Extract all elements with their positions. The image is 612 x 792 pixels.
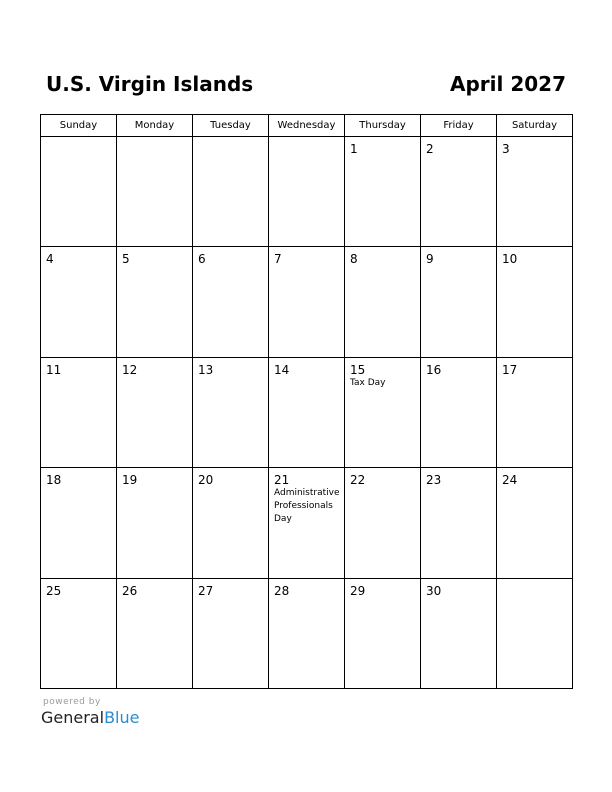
holiday-label: Tax Day [350, 377, 386, 388]
day-number [193, 137, 268, 142]
day-number: 3 [502, 142, 510, 156]
brand-logo [41, 708, 139, 728]
day-number: 23 [426, 473, 442, 488]
day-cell [269, 578, 345, 688]
day-number [269, 137, 344, 142]
weekday-tuesday: Tuesday [193, 115, 269, 137]
day-cell [269, 247, 345, 357]
holiday-label: Administrative Professionals Day [274, 488, 340, 525]
calendar-grid [40, 114, 573, 689]
day-cell [421, 578, 497, 688]
day-number: 15 [350, 362, 366, 377]
day-number [497, 579, 572, 584]
day-number: 4 [46, 252, 54, 267]
day-cell [497, 247, 573, 357]
day-cell [421, 357, 497, 467]
weekday-friday: Friday [421, 115, 497, 137]
day-cell [41, 578, 117, 688]
day-cell [497, 468, 573, 578]
day-number: 5 [122, 252, 130, 267]
day-cell [497, 578, 573, 688]
day-cell [497, 357, 573, 467]
day-number: 1 [350, 142, 358, 156]
day-number: 28 [274, 583, 290, 598]
day-number: 12 [122, 362, 138, 377]
day-number: 24 [502, 473, 518, 488]
day-number: 26 [122, 583, 138, 598]
day-number: 6 [198, 252, 206, 267]
day-cell [269, 468, 345, 578]
day-number: 29 [350, 583, 366, 598]
day-cell [345, 578, 421, 688]
day-number: 21 [274, 473, 290, 488]
day-number: 14 [274, 362, 290, 377]
day-number: 17 [502, 362, 518, 377]
day-number: 18 [46, 473, 62, 488]
day-number: 11 [46, 362, 62, 377]
day-cell [345, 468, 421, 578]
weekday-saturday: Saturday [497, 115, 573, 137]
day-number: 30 [426, 583, 442, 598]
brand-name-part1: General [41, 708, 105, 727]
day-cell [117, 468, 193, 578]
weekday-monday: Monday [117, 115, 193, 137]
day-cell [421, 137, 497, 247]
day-number: 27 [198, 583, 214, 598]
day-cell [41, 247, 117, 357]
day-cell [117, 137, 193, 247]
day-cell [117, 578, 193, 688]
day-number [41, 137, 116, 142]
day-cell [193, 357, 269, 467]
day-number: 10 [502, 252, 518, 267]
day-cell [269, 357, 345, 467]
weekday-thursday: Thursday [345, 115, 421, 137]
weekday-header-row [41, 115, 573, 137]
day-cell [345, 247, 421, 357]
week-row-4 [41, 468, 573, 578]
week-row-1 [41, 137, 573, 247]
day-cell [421, 468, 497, 578]
day-number: 9 [426, 252, 434, 267]
day-number [117, 137, 192, 142]
day-number: 2 [426, 142, 434, 156]
day-cell [345, 137, 421, 247]
brand-name-part2: Blue [104, 708, 140, 727]
day-number: 16 [426, 362, 442, 377]
day-number: 22 [350, 473, 366, 488]
powered-by-label: powered by [43, 697, 101, 707]
day-number: 19 [122, 473, 138, 488]
day-cell [117, 247, 193, 357]
day-cell [193, 247, 269, 357]
day-number: 13 [198, 362, 214, 377]
day-cell [193, 468, 269, 578]
day-cell [41, 468, 117, 578]
day-number: 8 [350, 252, 358, 267]
day-number: 25 [46, 583, 62, 598]
day-number: 20 [198, 473, 214, 488]
region-title: U.S. Virgin Islands [46, 72, 254, 96]
weekday-wednesday: Wednesday [269, 115, 345, 137]
day-cell [421, 247, 497, 357]
day-cell [193, 137, 269, 247]
week-row-3 [41, 357, 573, 467]
weekday-sunday: Sunday [41, 115, 117, 137]
week-row-2 [41, 247, 573, 357]
day-cell [497, 137, 573, 247]
day-cell [117, 357, 193, 467]
day-cell [41, 137, 117, 247]
day-cell [269, 137, 345, 247]
day-cell [345, 357, 421, 467]
day-cell [193, 578, 269, 688]
day-number: 7 [274, 252, 282, 267]
day-cell [41, 357, 117, 467]
week-row-5 [41, 578, 573, 688]
month-year-title: April 2027 [450, 72, 566, 96]
